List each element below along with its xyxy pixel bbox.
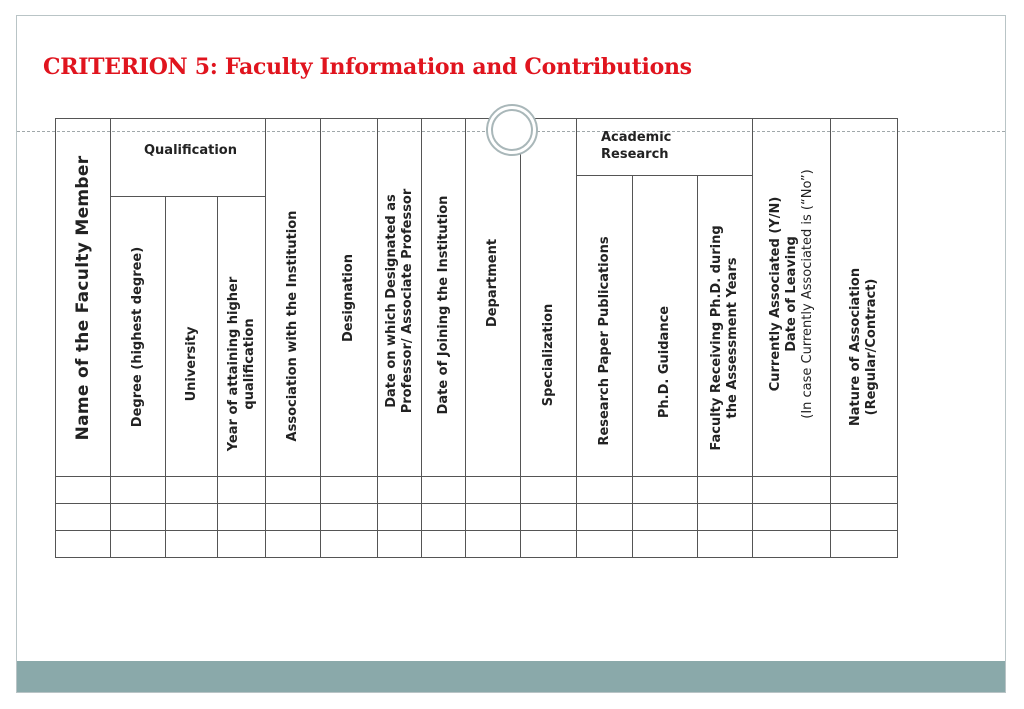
header-association (265, 118, 321, 477)
table-cell (320, 530, 378, 558)
header-academic-research (576, 118, 753, 176)
header-phd-guidance-label: Ph.D. Guidance (657, 305, 672, 419)
header-designation (320, 118, 378, 477)
header-department (465, 118, 521, 477)
table-cell (697, 503, 753, 531)
header-date-designated-label: Date on which Designated as Professor/ Associate Professor (383, 188, 415, 414)
table-cell (165, 476, 218, 504)
table-cell (421, 503, 466, 531)
header-specialization-label: Specialization (540, 303, 556, 406)
table-cell (697, 530, 753, 558)
header-degree (110, 196, 166, 477)
header-currently-associated-label: Currently Associated (Y/N) Date of Leaving (In case Currently Associated is (“No”) (767, 169, 815, 419)
slide-title: CRITERION 5: Faculty Information and Contributions (43, 54, 692, 80)
table-cell (576, 476, 633, 504)
header-phd-guidance (632, 175, 698, 477)
header-nature-label: Nature of Association (Regular/Contract) (848, 268, 879, 427)
table-cell (377, 476, 422, 504)
table-cell (421, 530, 466, 558)
header-name-label: Name of the Faculty Member (73, 155, 93, 440)
table-cell (752, 476, 831, 504)
table-cell (520, 530, 577, 558)
table-cell (465, 503, 521, 531)
header-date-joining (421, 118, 466, 477)
table-cell (632, 503, 698, 531)
header-university-label: University (183, 326, 199, 402)
table-cell (465, 476, 521, 504)
header-qualification-label: Qualification (144, 143, 237, 158)
table-cell (55, 476, 111, 504)
table-cell (217, 530, 266, 558)
table-cell (55, 530, 111, 558)
table-cell (110, 503, 166, 531)
table-cell (465, 530, 521, 558)
table-cell (576, 530, 633, 558)
table-cell (632, 530, 698, 558)
header-department-label: Department (485, 239, 500, 328)
table-cell (320, 503, 378, 531)
table-cell (110, 476, 166, 504)
table-cell (217, 503, 266, 531)
header-year-label: Year of attaining higher qualification (225, 277, 257, 452)
table-cell (377, 503, 422, 531)
table-cell (752, 503, 831, 531)
footer-bar (17, 661, 1005, 692)
table-cell (217, 476, 266, 504)
table-cell (55, 503, 111, 531)
faculty-table (55, 118, 898, 558)
header-association-label: Association with the Institution (285, 210, 300, 442)
table-cell (377, 530, 422, 558)
header-specialization (520, 118, 577, 477)
header-university (165, 196, 218, 477)
header-faculty-phd-label: Faculty Receiving Ph.D. during the Assessment Years (709, 225, 740, 451)
table-cell (830, 476, 898, 504)
table-cell (320, 476, 378, 504)
header-currently-associated (752, 118, 831, 477)
header-date-designated (377, 118, 422, 477)
header-qualification (110, 118, 266, 197)
table-cell (265, 476, 321, 504)
decorative-ring-inner (491, 109, 533, 151)
table-cell (752, 530, 831, 558)
table-cell (830, 503, 898, 531)
table-cell (165, 530, 218, 558)
header-academic-research-label: Academic Research (601, 130, 672, 162)
header-nature (830, 118, 898, 477)
header-faculty-phd (697, 175, 753, 477)
table-cell (421, 476, 466, 504)
table-cell (520, 503, 577, 531)
header-publications (576, 175, 633, 477)
table-cell (265, 503, 321, 531)
table-cell (165, 503, 218, 531)
header-degree-label: Degree (highest degree) (130, 246, 145, 427)
table-cell (697, 476, 753, 504)
header-date-joining-label: Date of Joining the Institution (435, 195, 451, 415)
table-cell (265, 530, 321, 558)
header-designation-label: Designation (341, 253, 356, 342)
table-cell (520, 476, 577, 504)
header-year (217, 196, 266, 477)
table-cell (830, 530, 898, 558)
table-cell (632, 476, 698, 504)
header-name (55, 118, 111, 477)
header-publications-label: Research Paper Publications (596, 236, 612, 446)
table-cell (110, 530, 166, 558)
table-cell (576, 503, 633, 531)
